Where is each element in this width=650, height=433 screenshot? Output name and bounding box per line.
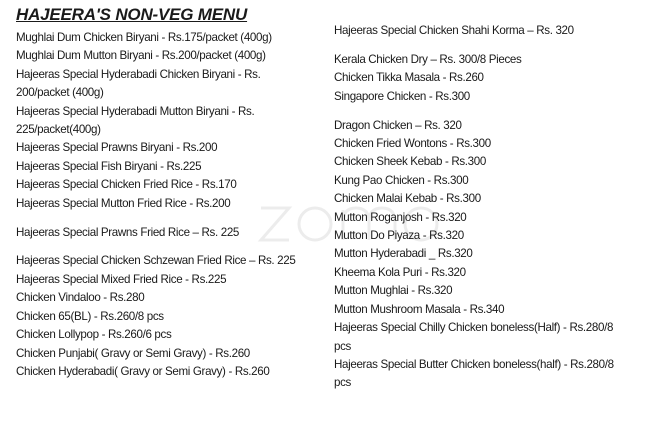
menu-column-left [16,29,321,381]
menu-title: HAJEERA'S NON-VEG MENU [16,5,248,24]
menu-item: Dragon Chicken – Rs. 320 [334,118,462,132]
menu-item: Chicken 65(BL) - Rs.260/8 pcs [16,309,164,323]
menu-item: Hajeeras Special Mixed Fried Rice - Rs.225 [16,272,227,286]
menu-item: Kheema Kola Puri - Rs.320 [334,265,466,279]
menu-item-continuation: 200/packet (400g) [16,86,104,100]
menu-item: Hajeeras Special Prawns Fried Rice – Rs. 225 [16,225,240,239]
menu-item: Hajeeras Special Hyderabadi Mutton Biryani - Rs. [16,104,255,118]
menu-item: Hajeeras Special Chicken Shahi Korma – Rs. 320 [334,24,574,37]
menu-item: Hajeeras Special Fish Biryani - Rs.225 [16,159,202,173]
menu-item: Mutton Hyderabadi _ Rs.320 [334,247,473,261]
menu-item-continuation: pcs [334,376,351,390]
menu-item: Kung Pao Chicken - Rs.300 [334,173,469,187]
menu-item: Chicken Lollypop - Rs.260/6 pcs [16,328,172,342]
menu-item: Hajeeras Special Hyderabadi Chicken Biryani - Rs. [16,67,261,81]
menu-item: Chicken Punjabi( Gravy or Semi Gravy) - Rs.260 [16,346,250,360]
menu-item: Mughlai Dum Chicken Biryani - Rs.175/packet (400g) [16,31,272,44]
menu-item: Mutton Mughlai - Rs.320 [334,284,453,298]
menu-item: Hajeeras Special Prawns Biryani - Rs.200 [16,141,218,155]
menu-item: Chicken Malai Kebab - Rs.300 [334,192,481,206]
menu-item: Chicken Sheek Kebab - Rs.300 [334,155,486,169]
menu-item: Mutton Do Piyaza - Rs.320 [334,229,464,243]
menu-column-right [334,22,614,393]
menu-item: Chicken Fried Wontons - Rs.300 [334,137,491,151]
menu-item: Singapore Chicken - Rs.300 [334,89,470,103]
menu-item: Chicken Hyderabadi( Gravy or Semi Gravy) - Rs.260 [16,364,270,378]
menu-item-continuation: 225/packet(400g) [16,123,101,137]
menu-item: Hajeeras Special Chilly Chicken boneless(Half) - Rs.280/8 [334,321,614,335]
menu-item: Mughlai Dum Mutton Biryani - Rs.200/packet (400g) [16,49,266,63]
menu-item: Kerala Chicken Dry – Rs. 300/8 Pieces [334,52,522,66]
menu-item: Hajeeras Special Chicken Schzewan Fried Rice – Rs. 225 [16,254,296,268]
menu-item: Chicken Tikka Masala - Rs.260 [334,71,484,85]
menu-item: Hajeeras Special Mutton Fried Rice - Rs.200 [16,196,231,210]
menu-item: Mutton Mushroom Masala - Rs.340 [334,302,505,316]
menu-item-continuation: pcs [334,339,351,353]
menu-item: Mutton Roganjosh - Rs.320 [334,210,467,224]
menu-item: Chicken Vindaloo - Rs.280 [16,291,145,305]
menu-item: Hajeeras Special Butter Chicken boneless(half) - Rs.280/8 [334,357,614,371]
menu-item: Hajeeras Special Chicken Fried Rice - Rs.170 [16,178,237,192]
